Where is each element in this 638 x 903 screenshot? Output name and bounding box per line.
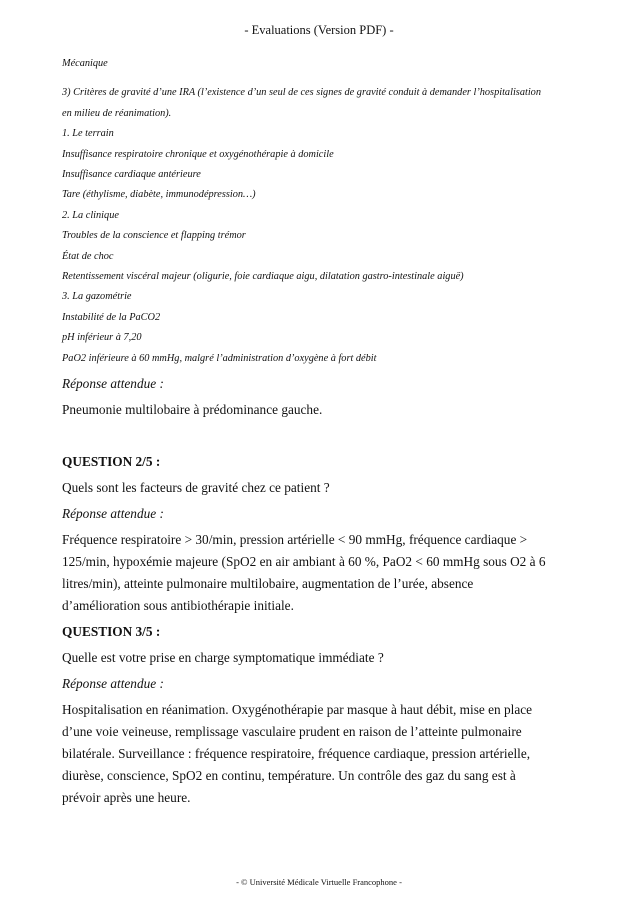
page-footer: - © Université Médicale Virtuelle Francophone - <box>236 877 402 887</box>
criteria-line: PaO2 inférieure à 60 mmHg, malgré l’administration d’oxygène à fort débit <box>62 352 377 364</box>
answer-line: Fréquence respiratoire > 30/min, pression artérielle < 90 mmHg, fréquence cardiaque > <box>62 532 528 548</box>
criteria-line: en milieu de réanimation). <box>62 107 172 119</box>
answer-line: d’une voie veineuse, remplissage vasculaire prudent en raison de l’atteinte pulmonaire <box>62 724 522 740</box>
page-header: - Evaluations (Version PDF) - <box>244 23 394 37</box>
question-3-title: QUESTION 3/5 : <box>62 624 161 640</box>
answer-line: diurèse, conscience, SpO2 en continu, température. Un contrôle des gaz du sang est à <box>62 768 516 784</box>
spacer <box>62 74 582 83</box>
question-2-text: Quels sont les facteurs de gravité chez ce patient ? <box>62 480 330 496</box>
question-3-text: Quelle est votre prise en charge symptomatique immédiate ? <box>62 650 384 666</box>
answer-label: Réponse attendue : <box>62 676 164 692</box>
answer-label: Réponse attendue : <box>62 376 164 392</box>
criteria-line: Insuffisance cardiaque antérieure <box>62 169 201 181</box>
criteria-line: pH inférieur à 7,20 <box>62 332 142 344</box>
answer-text: Pneumonie multilobaire à prédominance gauche. <box>62 402 323 418</box>
criteria-line: Tare (éthylisme, diabète, immunodépression…) <box>62 189 256 201</box>
criteria-line: Insuffisance respiratoire chronique et oxygénothérapie à domicile <box>62 148 334 160</box>
criteria-line: 3. La gazométrie <box>62 291 132 303</box>
severity-criteria-list <box>62 83 582 369</box>
answer-label: Réponse attendue : <box>62 506 164 522</box>
document-body <box>62 54 582 809</box>
criteria-line: 1. Le terrain <box>62 128 114 140</box>
answer-line: 125/min, hypoxémie majeure (SpO2 en air ambiant à 60 %, PaO2 < 60 mmHg sous O2 à 6 <box>62 554 546 570</box>
answer-line: Hospitalisation en réanimation. Oxygénothérapie par masque à haut débit, mise en place <box>62 702 533 718</box>
criteria-line: 3) Critères de gravité d’une IRA (l’existence d’un seul de ces signes de gravité conduit à demander l’hospitalisation <box>62 87 541 99</box>
answer-line: litres/min), atteinte pulmonaire multilobaire, augmentation de l’urée, absence <box>62 576 474 592</box>
intro-line: Mécanique <box>62 58 108 69</box>
criteria-line: Troubles de la conscience et flapping trémor <box>62 230 246 242</box>
criteria-line: Retentissement viscéral majeur (oligurie, foie cardiaque aigu, dilatation gastro-intestinale aiguë) <box>62 271 464 283</box>
criteria-line: État de choc <box>62 250 114 262</box>
question-2-title: QUESTION 2/5 : <box>62 454 161 470</box>
answer-line: d’amélioration sous antibiothérapie initiale. <box>62 598 294 614</box>
criteria-line: Instabilité de la PaCO2 <box>62 311 161 323</box>
criteria-line: 2. La clinique <box>62 209 119 221</box>
answer-line: bilatérale. Surveillance : fréquence respiratoire, fréquence cardiaque, pression artérielle, <box>62 746 531 762</box>
answer-line: prévoir après une heure. <box>62 790 191 806</box>
